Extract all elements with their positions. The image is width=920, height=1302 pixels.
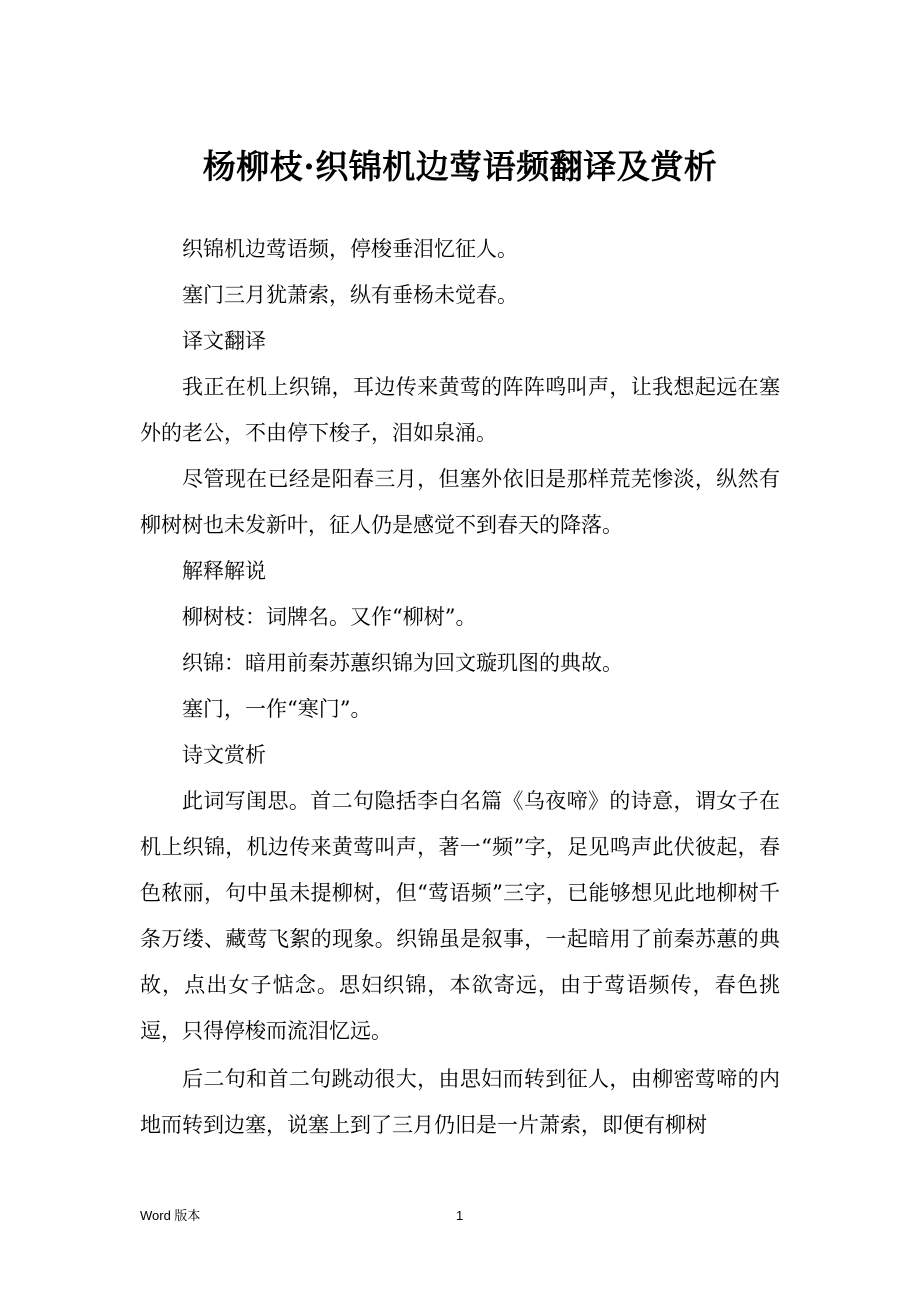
section-heading-translation: 译文翻译 [182,329,266,353]
note-item-3: 塞门，一作“寒门”。 [182,697,372,721]
section-heading-appreciation: 诗文赏析 [182,743,266,767]
translation-paragraph-1: 我正在机上织锦，耳边传来黄莺的阵阵鸣叫声，让我想起远在塞外的老公，不由停下梭子，泪如泉涌。 [140,375,780,445]
footer-page-number: 1 [456,1208,464,1223]
footer-version-label: Word 版本 [140,1208,201,1223]
poem-line-1: 织锦机边莺语频，停梭垂泪忆征人。 [182,237,518,261]
document-body [140,226,780,1148]
document-title: 杨柳枝·织锦机边莺语频翻译及赏析 [202,147,718,186]
poem-line-2: 塞门三月犹萧索，纵有垂杨未觉春。 [182,283,518,307]
note-item-2: 织锦：暗用前秦苏蕙织锦为回文璇玑图的典故。 [182,651,623,675]
note-item-1: 柳树枝：词牌名。又作“柳树”。 [182,605,477,629]
section-heading-notes: 解释解说 [182,559,266,583]
translation-paragraph-2: 尽管现在已经是阳春三月，但塞外依旧是那样荒芜惨淡，纵然有柳树树也未发新叶，征人仍是感觉不到春天的降落。 [140,467,780,537]
appreciation-paragraph-2: 后二句和首二句跳动很大，由思妇而转到征人，由柳密莺啼的内地而转到边塞，说塞上到了三月仍旧是一片萧索，即便有柳树 [140,1067,780,1137]
appreciation-paragraph-1: 此词写闺思。首二句隐括李白名篇《乌夜啼》的诗意，谓女子在机上织锦，机边传来黄莺叫声，著一“频”字，足见鸣声此伏彼起，春色秾丽，句中虽未提柳树，但“莺语频”三字，已能够想见此地柳树千条万缕、藏莺飞絮的现象。织锦虽是叙事，一起暗用了前秦苏蕙的典故，点出女子惦念。思妇织锦，本欲寄远，由于莺语频传，春色挑逗，只得停梭而流泪忆远。 [140,789,780,1043]
